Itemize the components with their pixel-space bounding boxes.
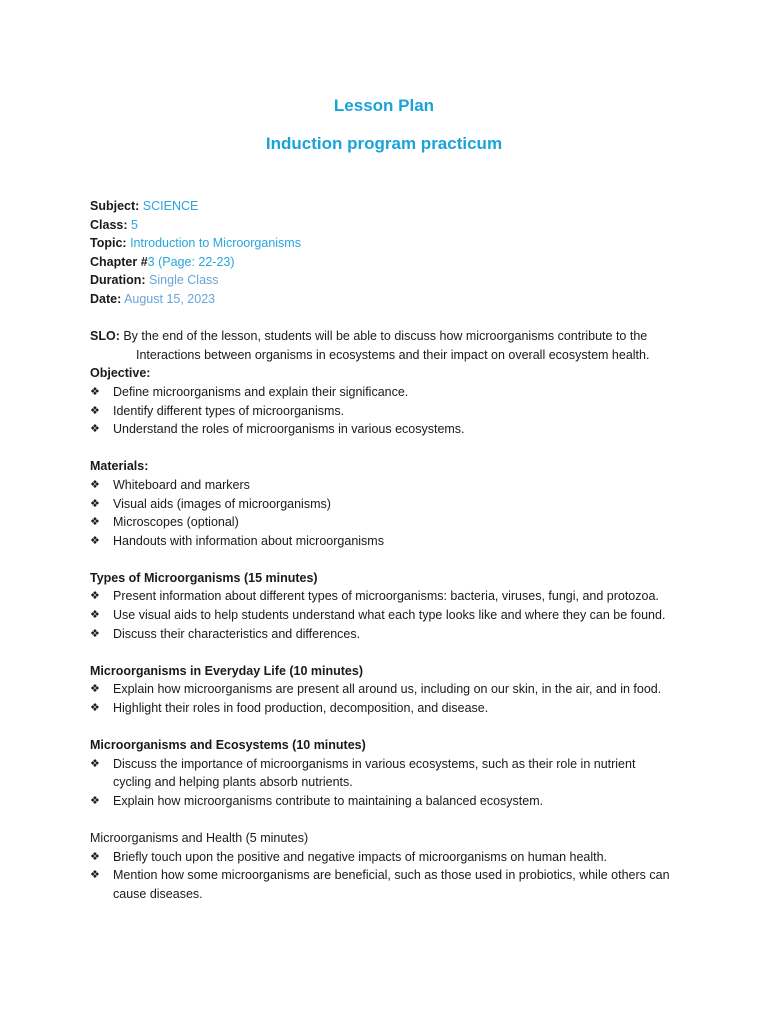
- diamond-bullet-icon: ❖: [90, 609, 100, 622]
- topic-label: Topic:: [90, 236, 127, 251]
- list-item: ❖ Identify different types of microorganisms.: [90, 402, 710, 421]
- list-item: ❖ Use visual aids to help students understand what each type looks like and where they can be found.: [90, 606, 710, 625]
- diamond-bullet-icon: ❖: [90, 702, 100, 715]
- chapter-line: [90, 253, 710, 272]
- class-line: [90, 216, 710, 235]
- list-item: ❖ Discuss the importance of microorganisms in various ecosystems, such as their role in nutrient cycling and helping plants absorb nutrients.: [90, 756, 636, 790]
- ecosystems-list: [90, 755, 710, 811]
- diamond-bullet-icon: ❖: [90, 385, 100, 398]
- list-item: ❖ Mention how some microorganisms are beneficial, such as those used in probiotics, while others can cause diseases.: [90, 868, 670, 901]
- diamond-bullet-icon: ❖: [90, 516, 100, 529]
- subject-value: SCIENCE: [142, 199, 199, 213]
- diamond-bullet-icon: ❖: [90, 534, 100, 547]
- list-item: ❖ Present information about different types of microorganisms: bacteria, viruses, fungi, and protozoa.: [90, 587, 710, 606]
- health-list: [90, 848, 710, 904]
- diamond-bullet-icon: ❖: [90, 683, 100, 696]
- ecosystems-heading: Microorganisms and Ecosystems (10 minutes): [90, 738, 366, 753]
- document-title: Lesson Plan: [333, 96, 435, 115]
- types-list: [90, 587, 710, 643]
- list-item: ❖ Explain how microorganisms contribute to maintaining a balanced ecosystem.: [90, 792, 710, 811]
- diamond-bullet-icon: ❖: [90, 850, 100, 863]
- chapter-label: Chapter #: [90, 254, 148, 269]
- list-item: ❖ Explain how microorganisms are present all around us, including on our skin, in the air, and in food.: [90, 680, 710, 699]
- date-value: August 15, 2023: [124, 291, 216, 306]
- diamond-bullet-icon: ❖: [90, 869, 100, 882]
- diamond-bullet-icon: ❖: [90, 404, 100, 417]
- class-label: Class:: [90, 217, 128, 232]
- slo-text-1: By the end of the lesson, students will be able to discuss how microorganisms contribute to the: [119, 329, 648, 344]
- objective-heading: Objective:: [90, 366, 151, 381]
- materials-heading: Materials:: [90, 459, 149, 474]
- slo-line-2: Interactions between organisms in ecosystems and their impact on overall ecosystem health.: [136, 347, 650, 362]
- health-heading: Microorganisms and Health (5 minutes): [90, 831, 309, 846]
- types-heading: Types of Microorganisms (15 minutes): [90, 570, 318, 585]
- diamond-bullet-icon: ❖: [90, 795, 100, 807]
- diamond-bullet-icon: ❖: [90, 497, 100, 510]
- diamond-bullet-icon: ❖: [90, 590, 100, 603]
- list-item: ❖ Handouts with information about microorganisms: [90, 532, 710, 551]
- list-item: ❖ Discuss their characteristics and differences.: [90, 625, 710, 644]
- slo-label: SLO:: [90, 329, 120, 344]
- everyday-heading: Microorganisms in Everyday Life (10 minutes): [90, 663, 363, 678]
- document-subtitle: Induction program practicum: [265, 134, 503, 153]
- everyday-list: [90, 680, 710, 717]
- duration-label: Duration:: [90, 273, 146, 288]
- topic-line: [90, 234, 710, 253]
- slo-line-1: [90, 327, 710, 346]
- subject-label: Subject:: [90, 199, 140, 213]
- chapter-value: 3: [147, 254, 155, 269]
- list-item: ❖ Define microorganisms and explain their significance.: [90, 383, 710, 402]
- duration-line: [90, 271, 710, 290]
- objective-list: [90, 383, 710, 439]
- document-body: [90, 197, 710, 904]
- diamond-bullet-icon: ❖: [90, 627, 100, 640]
- list-item: ❖ Microscopes (optional): [90, 513, 710, 532]
- diamond-bullet-icon: ❖: [90, 423, 100, 436]
- list-item: ❖ Briefly touch upon the positive and negative impacts of microorganisms on human health.: [90, 848, 710, 867]
- list-item: ❖ Understand the roles of microorganisms in various ecosystems.: [90, 420, 710, 439]
- topic-value: Introduction to Microorganisms: [130, 236, 301, 251]
- date-line: [90, 290, 710, 309]
- list-item: ❖ Whiteboard and markers: [90, 476, 710, 495]
- list-item: ❖ Visual aids (images of microorganisms): [90, 495, 710, 514]
- date-label: Date:: [90, 291, 122, 306]
- diamond-bullet-icon: ❖: [90, 478, 100, 491]
- chapter-pages: (Page: 22-23): [154, 254, 235, 269]
- subject-line: [90, 197, 710, 216]
- materials-list: [90, 476, 710, 550]
- class-value: 5: [131, 217, 138, 232]
- duration-value: Single Class: [149, 273, 219, 288]
- list-item: ❖ Highlight their roles in food production, decomposition, and disease.: [90, 699, 710, 718]
- diamond-bullet-icon: ❖: [90, 757, 100, 770]
